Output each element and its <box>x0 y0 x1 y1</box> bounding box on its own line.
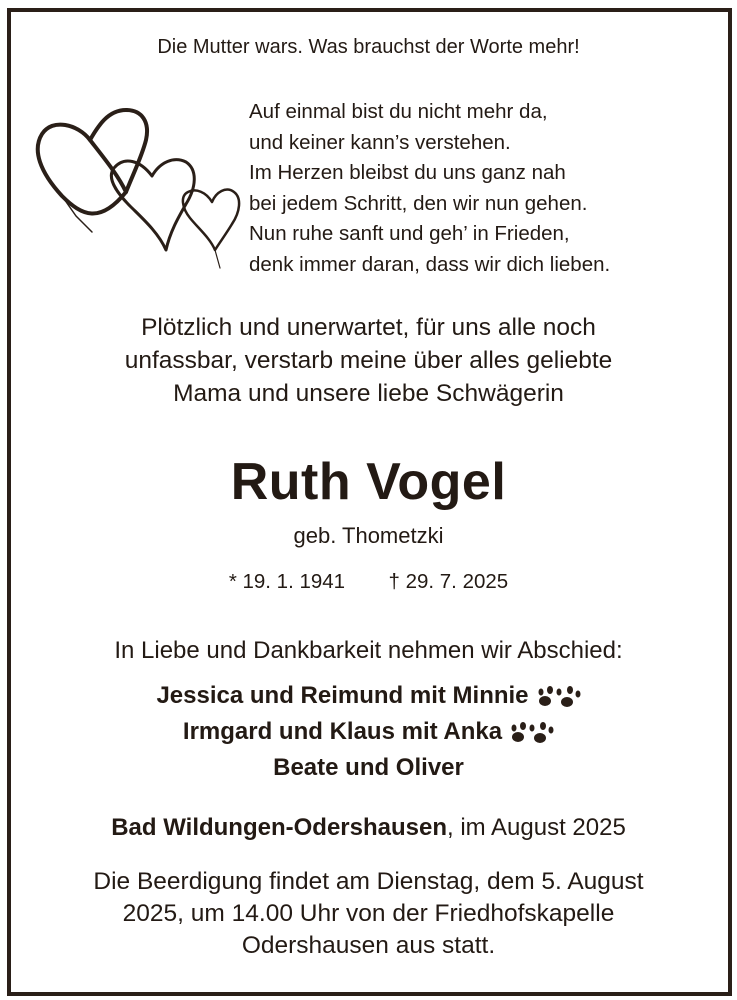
poem-line: und keiner kann’s verstehen. <box>249 130 511 154</box>
town-name: Bad Wildungen-Odershausen <box>111 814 448 841</box>
notice-date: , im August 2025 <box>447 814 626 841</box>
mourner-row <box>0 678 737 714</box>
birth-name: geb. Thometzki <box>293 523 444 548</box>
poem <box>249 97 610 280</box>
farewell-line: In Liebe und Dankbarkeit nehmen wir Abschied: <box>114 637 623 664</box>
poem-line: Nun ruhe sanft und geh’ in Frieden, <box>249 222 570 245</box>
hearts-icon <box>30 100 245 275</box>
place-date <box>0 814 737 842</box>
funeral-line: Die Beerdigung findet am Dienstag, dem 5. August <box>93 868 644 895</box>
funeral-line: 2025, um 14.00 Uhr von der Friedhofskapelle <box>122 900 615 927</box>
paw-icon <box>510 719 554 745</box>
poem-line: denk immer daran, dass wir dich lieben. <box>249 252 611 276</box>
intro-line: Plötzlich und unerwartet, für uns alle noch <box>141 314 596 341</box>
paw-icon <box>537 683 581 709</box>
intro-line: Mama und unsere liebe Schwägerin <box>173 380 564 407</box>
intro-text <box>0 311 737 410</box>
mourner-row <box>0 750 737 786</box>
mourner-row <box>0 714 737 750</box>
poem-line: Auf einmal bist du nicht mehr da, <box>249 100 548 123</box>
intro-line: unfassbar, verstarb meine über alles geliebte <box>124 347 613 374</box>
mourner-name: Irmgard und Klaus mit Anka <box>182 718 503 745</box>
life-dates <box>0 570 737 594</box>
motto: Die Mutter wars. Was brauchst der Worte mehr! <box>157 36 580 58</box>
death-date: † 29. 7. 2025 <box>388 570 509 593</box>
birth-date: * 19. 1. 1941 <box>228 570 346 593</box>
mourner-name: Jessica und Reimund mit Minnie <box>156 682 529 709</box>
poem-line: bei jedem Schritt, den wir nun gehen. <box>249 191 588 215</box>
mourner-name: Beate und Oliver <box>273 754 464 781</box>
mourners-list <box>0 678 737 786</box>
deceased-name: Ruth Vogel <box>230 453 507 511</box>
funeral-line: Odershausen aus statt. <box>241 932 496 959</box>
funeral-info <box>0 866 737 962</box>
poem-line: Im Herzen bleibst du uns ganz nah <box>249 161 566 184</box>
